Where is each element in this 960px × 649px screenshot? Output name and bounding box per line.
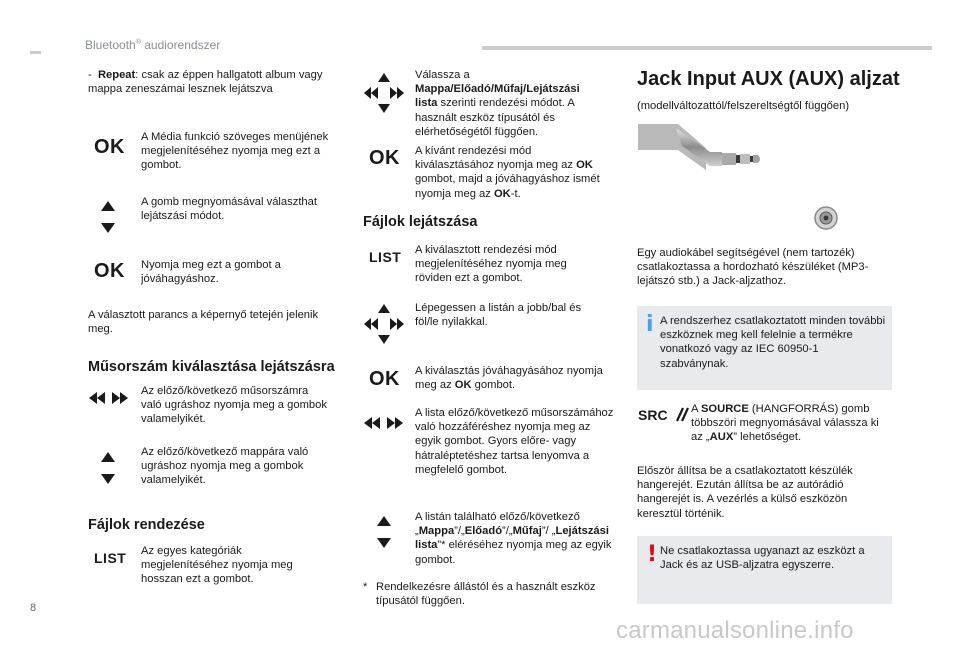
ok-button-icon-3: OK (369, 147, 400, 169)
heading-track-selection: Műsorszám kiválasztása lejátszásra (88, 359, 335, 375)
source-select-text: A SOURCE (HANGFORRÁS) gomb többszöri megnyomásával válassza ki az „AUX” lehetőséget. (691, 403, 879, 444)
repeat-note: - Repeat: csak az éppen hallgatott album vagy mappa zeneszámai lesznek lejátszva (88, 69, 323, 96)
list-button-icon: LIST (94, 550, 127, 566)
list-track-access-text: A lista előző/következő műsorszámához való hozzáféréshez nyomja meg az egyik gombot. Gyors előre- vagy hátraléptetéshez tartsa lenyomva a megfelelő gombot. (415, 407, 614, 476)
cable-connection-text: Egy audiokábel segítségével (nem tartozék) csatlakoztassa a hordozható készüléket (MP3-lejátszó stb.) a Jack-aljzathoz. (637, 247, 869, 288)
up-down-folder-icon (98, 451, 118, 485)
prev-next-track-text: Az előző/következő műsorszámra való ugráshoz nyomja meg a gombok valamelyikét. (141, 385, 327, 426)
choose-sort-mode-text: Válassza a Mappa/Előadó/Műfaj/Lejátszási lista szerinti rendezési módot. A használt eszköz típusától és elérhetőségétől függően. (415, 69, 580, 138)
footnote-star: * (363, 581, 368, 593)
four-way-arrows-icon-2 (363, 303, 405, 345)
media-menu-text: A Média funkció szöveges menüjének megjelenítéséhez nyomja meg ezt a gombot. (141, 131, 329, 172)
footnote-text: Rendelkezésre állástól és a használt eszköz típusától függően. (376, 581, 596, 608)
sort-confirm-text: A kívánt rendezési mód kiválasztásához nyomja meg az OK gombot, majd a jóváhagyáshoz ismét nyomja meg az OK-t. (415, 145, 600, 200)
jack-input-heading: Jack Input AUX (AUX) aljzat (637, 68, 900, 90)
src-button-icon: SRC (638, 407, 690, 425)
selection-confirm-text: A kiválasztás jóváhagyásához nyomja meg az OK gombot. (415, 365, 603, 392)
info-text: A rendszerhez csatlakoztatott minden további eszköznek meg kell felelnie a termékre vonatkozó vagy az IEC 60950-1 szabványnak. (660, 315, 886, 370)
info-icon: i (646, 312, 654, 337)
volume-instruction-text: Először állítsa be a csatlakoztatott készülék hangerejét. Ezután állítsa be az autórádió hangerejét is. A vezérlés a külső eszközön keresztül történik. (637, 465, 853, 520)
page-number: 8 (30, 602, 37, 614)
page-header: Bluetooth® audiorendszer (85, 38, 221, 52)
warning-box (637, 536, 892, 604)
ok-button-icon-4: OK (369, 368, 400, 390)
ok-button-icon: OK (94, 136, 125, 158)
prev-next-folder-text: Az előző/következő mappára való ugráshoz nyomja meg a gombok valamelyikét. (141, 446, 309, 487)
four-way-arrows-icon (363, 72, 405, 114)
header-bar-right (482, 46, 932, 50)
selected-command-text: A választott parancs a képernyő tetején jelenik meg. (88, 309, 319, 336)
warning-icon: ! (647, 542, 658, 567)
ok-button-icon-2: OK (94, 260, 125, 282)
info-box (637, 306, 892, 390)
category-access-text: A listán található előző/következő „Mappa”/„Előadó”/„Műfaj”/ „Lejátszási lista”* eléréséhez nyomja meg az egyik gombot. (415, 511, 612, 566)
jack-plug-illustration (638, 122, 843, 230)
phone-handset-icon (674, 407, 690, 422)
warning-text: Ne csatlakoztassa ugyanazt az eszközt a Jack és az USB-aljzatra egyszerre. (660, 545, 865, 572)
up-down-arrows-icon (98, 200, 118, 234)
list-button-icon-2: LIST (369, 249, 402, 265)
header-bar-left (30, 51, 41, 54)
list-display-text: A kiválasztott rendezési mód megjelenítéséhez nyomja meg röviden ezt a gombot. (415, 244, 567, 285)
up-down-category-icon (374, 515, 394, 549)
jack-subtitle: (modellváltozattól/felszereltségtől függően) (637, 100, 850, 112)
heading-file-sorting: Fájlok rendezése (88, 517, 205, 533)
watermark: carmanualsonline.info (616, 617, 854, 644)
prev-next-track-icon (88, 391, 130, 405)
sort-categories-text: Az egyes kategóriák megjelenítéséhez nyomja meg hosszan ezt a gombot. (141, 545, 293, 586)
prev-next-track-icon-2 (363, 416, 405, 430)
confirm-text: Nyomja meg ezt a gombot a jóváhagyáshoz. (141, 259, 281, 286)
play-mode-text: A gomb megnyomásával választhat lejátszási módot. (141, 196, 317, 223)
heading-file-playback: Fájlok lejátszása (363, 214, 478, 230)
list-navigate-text: Lépegessen a listán a jobb/bal és föl/le nyilakkal. (415, 302, 582, 329)
